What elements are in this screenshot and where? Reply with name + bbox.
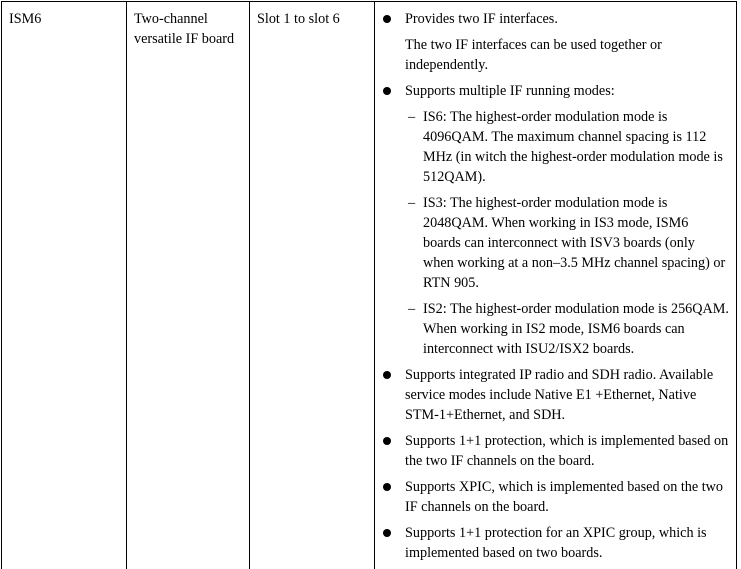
bullet-icon (383, 483, 391, 491)
board-spec-table (1, 1, 737, 569)
feature-text: Supports multiple IF running modes: (405, 83, 615, 99)
list-item (382, 365, 729, 425)
feature-text: Supports 1+1 protection for an XPIC group, which is implemented based on two boards. (405, 525, 707, 561)
bullet-icon (383, 87, 391, 95)
dash-marker: – (408, 301, 416, 317)
table-row (2, 2, 737, 569)
sub-list-item (405, 299, 729, 359)
feature-text: Supports integrated IP radio and SDH radio. Available service modes include Native E1 +Ethernet, Native STM-1+Ethernet, and SDH. (405, 367, 714, 423)
feature-text: Supports 1+1 protection, which is implemented based on the two IF channels on the board. (405, 433, 729, 469)
mode-text: IS3: The highest-order modulation mode is 2048QAM. When working in IS3 mode, ISM6 boards can interconnect with ISV3 boards (only when working at a non–3.5 MHz channel spacing) or RTN 905. (423, 195, 726, 291)
feature-text: Supports XPIC, which is implemented based on the two IF channels on the board. (405, 479, 724, 515)
list-item (382, 9, 729, 75)
valid-slots-cell: Slot 1 to slot 6 (250, 2, 375, 569)
bullet-icon (383, 371, 391, 379)
dash-marker: – (408, 109, 416, 125)
board-description-cell: Two-channel versatile IF board (127, 2, 250, 569)
bullet-icon (383, 15, 391, 23)
list-item (382, 431, 729, 471)
mode-text: IS2: The highest-order modulation mode is 256QAM. When working in IS2 mode, ISM6 boards can interconnect with ISU2/ISX2 boards. (423, 301, 729, 357)
functions-cell (375, 2, 737, 569)
sub-list-item (405, 193, 729, 293)
feature-note: The two IF interfaces can be used together or independently. (405, 37, 662, 73)
feature-list (382, 9, 729, 563)
feature-text: Provides two IF interfaces. (405, 11, 558, 27)
mode-sublist (405, 107, 729, 359)
list-item (382, 81, 729, 359)
sub-list-item (405, 107, 729, 187)
list-item (382, 523, 729, 563)
dash-marker: – (408, 195, 416, 211)
bullet-icon (383, 437, 391, 445)
board-name-cell: ISM6 (2, 2, 127, 569)
mode-text: IS6: The highest-order modulation mode is 4096QAM. The maximum channel spacing is 112 MHz (in witch the highest-order modulation mode is 512QAM). (423, 109, 723, 185)
list-item (382, 477, 729, 517)
bullet-icon (383, 529, 391, 537)
